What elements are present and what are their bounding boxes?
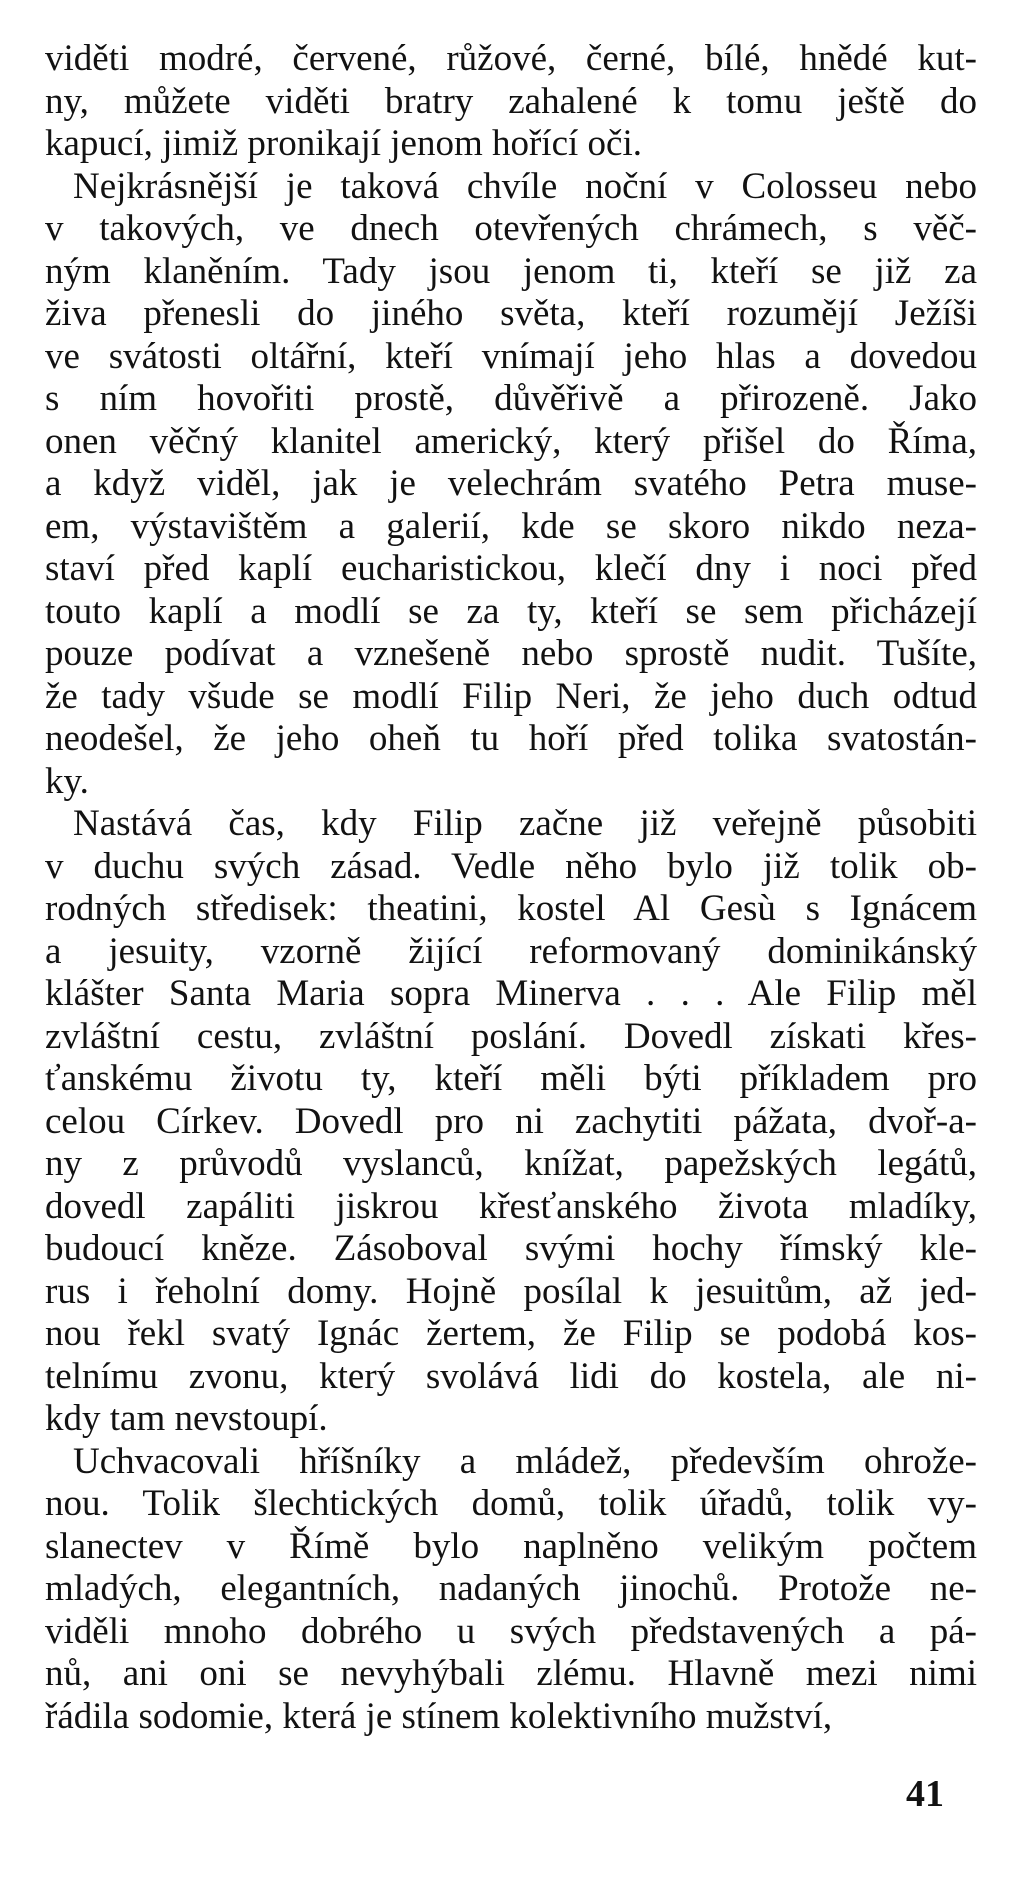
text-line: řádila sodomie, která je stínem kolektivního mužství, — [45, 1695, 833, 1737]
text-line: rus i řeholní domy. Hojně posílal k jesuitům, až jed- — [45, 1270, 977, 1312]
text-line: budoucí kněze. Zásoboval svými hochy římský kle- — [45, 1228, 977, 1269]
text-line: a když viděl, jak je velechrám svatého Petra muse- — [45, 463, 977, 504]
paragraph — [45, 803, 977, 1441]
book-page-text — [45, 38, 977, 1738]
text-line: ny, můžete viděti bratry zahalené k tomu ještě do — [45, 80, 977, 122]
text-line: s ním hovořiti prostě, důvěřivě a přirozeně. Jako — [45, 378, 977, 419]
text-line: neodešel, že jeho oheň tu hoří před tolika svatostán- — [45, 718, 977, 759]
text-line: ve svátosti oltářní, kteří vnímají jeho hlas a dovedou — [45, 335, 977, 377]
text-line: dovedl zapáliti jiskrou křesťanského života mladíky, — [45, 1185, 977, 1227]
text-line: slanectev v Římě bylo naplněno velikým počtem — [45, 1525, 977, 1567]
text-line: ny z průvodů vyslanců, knížat, papežských legátů, — [45, 1143, 977, 1184]
paragraph — [45, 38, 977, 166]
text-line: em, výstavištěm a galerií, kde se skoro nikdo neza- — [45, 505, 977, 547]
text-line: viděti modré, červené, růžové, černé, bílé, hnědé kut- — [45, 38, 977, 79]
text-line: onen věčný klanitel americký, který přišel do Říma, — [45, 420, 977, 462]
text-line: celou Církev. Dovedl pro ni zachytiti pážata, dvoř-a- — [45, 1100, 977, 1142]
text-line: pouze podívat a vznešeně nebo sprostě nudit. Tušíte, — [45, 633, 977, 674]
paragraph — [45, 166, 977, 804]
text-line: viděli mnoho dobrého u svých představených a pá- — [45, 1610, 977, 1652]
text-line: klášter Santa Maria sopra Minerva . . . Ale Filip měl — [45, 973, 977, 1014]
text-line: staví před kaplí eucharistickou, klečí dny i noci před — [45, 548, 977, 589]
text-line: že tady všude se modlí Filip Neri, že jeho duch odtud — [45, 675, 977, 717]
text-line: nů, ani oni se nevyhýbali zlému. Hlavně mezi nimi — [45, 1653, 977, 1694]
text-line: Uchvacovali hříšníky a mládež, především ohrože- — [73, 1440, 977, 1482]
text-line: ťanskému životu ty, kteří měli býti příkladem pro — [45, 1058, 977, 1099]
text-line: zvláštní cestu, zvláštní poslání. Dovedl získati křes- — [45, 1015, 977, 1057]
text-line: nou. Tolik šlechtických domů, tolik úřadů, tolik vy- — [45, 1483, 977, 1524]
text-line: živa přenesli do jiného světa, kteří rozumějí Ježíši — [45, 293, 977, 334]
text-line: a jesuity, vzorně žijící reformovaný dominikánský — [45, 930, 977, 972]
text-line: ky. — [45, 760, 89, 802]
text-line: ným klaněním. Tady jsou jenom ti, kteří se již za — [45, 250, 977, 292]
paragraph — [45, 1441, 977, 1739]
text-line: rodných středisek: theatini, kostel Al Gesù s Ignácem — [45, 888, 977, 929]
text-line: kapucí, jimiž pronikají jenom hořící oči. — [45, 123, 642, 164]
text-line: Nastává čas, kdy Filip začne již veřejně působiti — [73, 803, 977, 844]
text-line: telnímu zvonu, který svolává lidi do kostela, ale ni- — [45, 1355, 977, 1397]
text-line: v takových, ve dnech otevřených chrámech, s věč- — [45, 208, 977, 249]
text-line: Nejkrásnější je taková chvíle noční v Colosseu nebo — [73, 165, 977, 207]
text-line: touto kaplí a modlí se za ty, kteří se sem přicházejí — [45, 590, 977, 632]
text-line: kdy tam nevstoupí. — [45, 1398, 328, 1439]
text-line: nou řekl svatý Ignác žertem, že Filip se podobá kos- — [45, 1313, 977, 1354]
page-number: 41 — [906, 1773, 944, 1815]
text-line: v duchu svých zásad. Vedle něho bylo již tolik ob- — [45, 845, 977, 887]
text-line: mladých, elegantních, nadaných jinochů. Protože ne- — [45, 1568, 977, 1609]
